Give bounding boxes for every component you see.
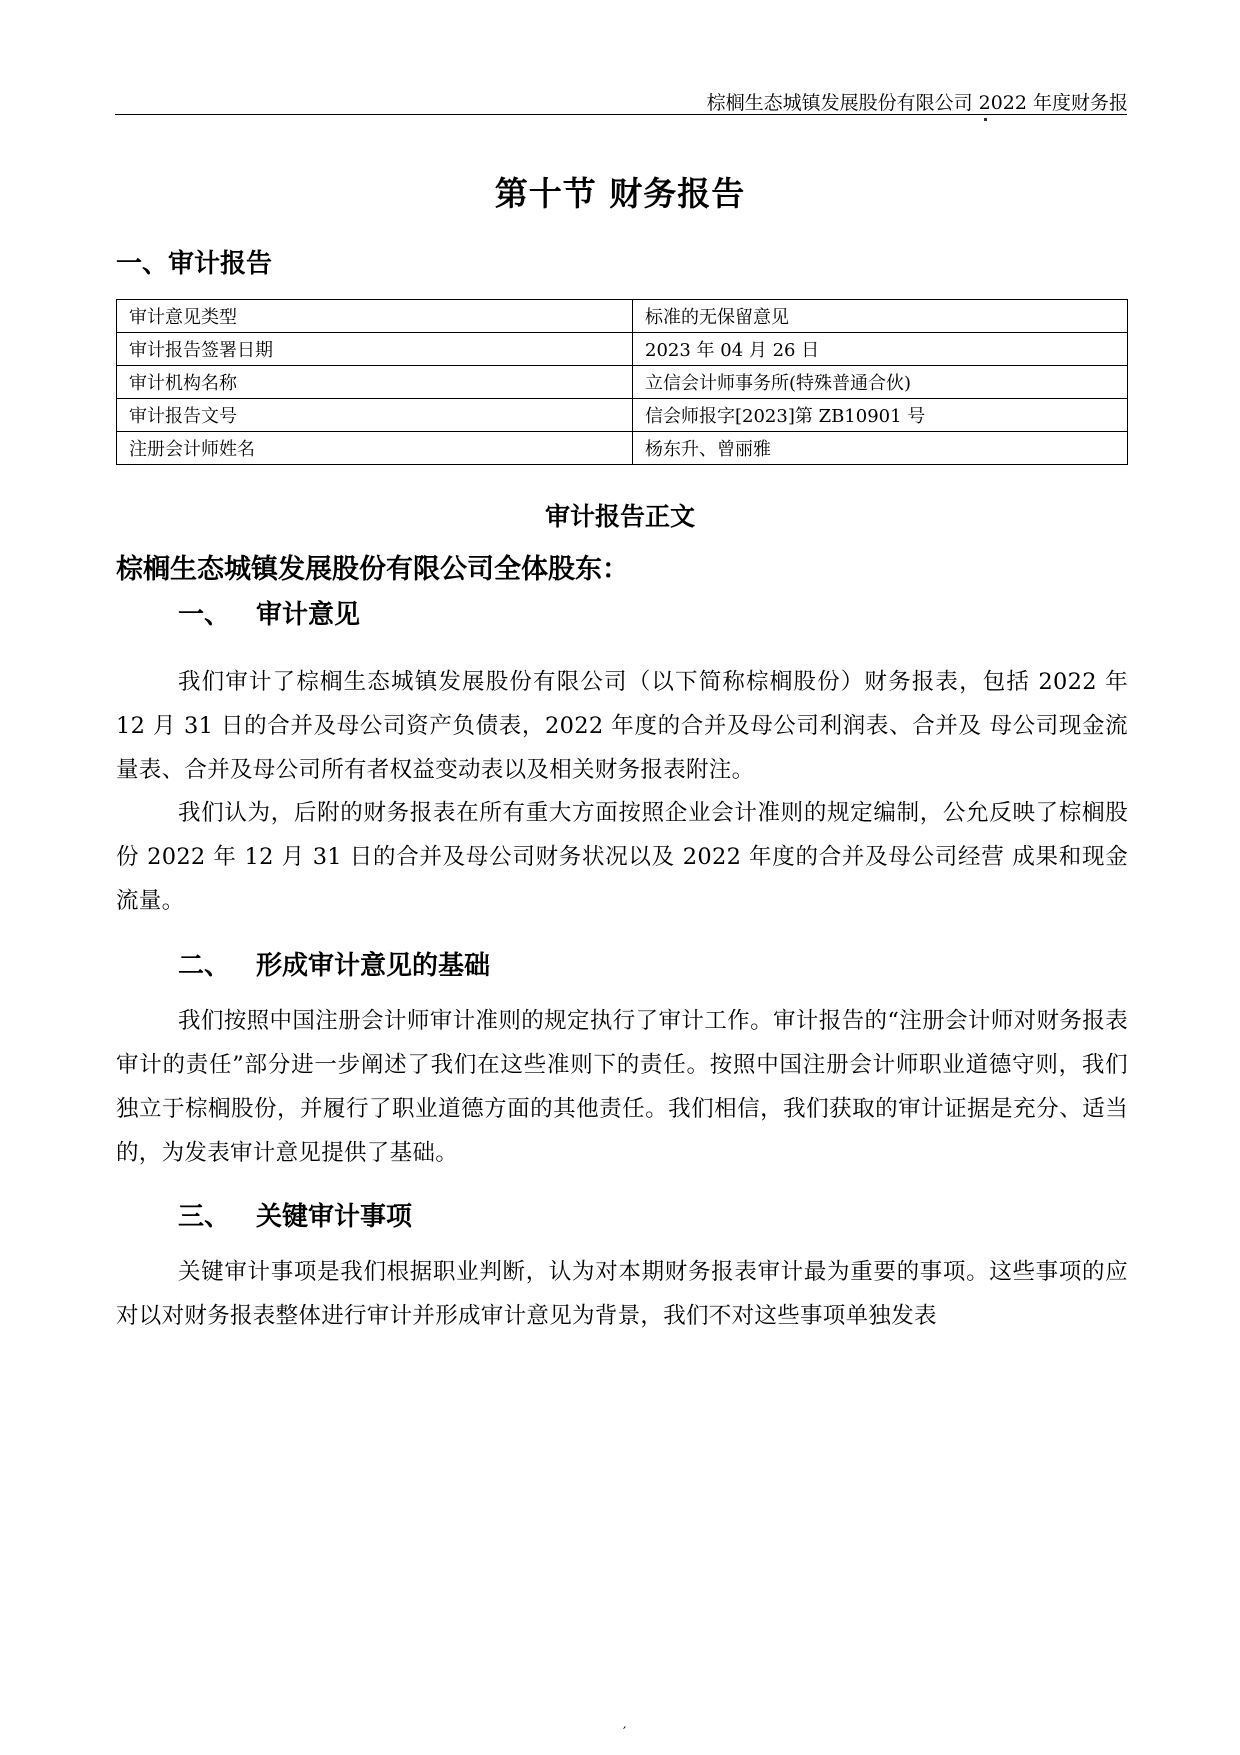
table-row (117, 366, 1128, 399)
section-number: 二、 (178, 951, 231, 981)
table-value-cell: 2023 年 04 月 26 日 (633, 333, 1128, 366)
table-row (117, 300, 1128, 333)
table-value-cell: 信会师报字[2023]第 ZB10901 号 (633, 399, 1128, 432)
table-label-cell: 审计报告文号 (117, 399, 633, 432)
table-label-cell: 审计意见类型 (117, 300, 633, 333)
audit-info-table (116, 299, 1128, 465)
table-row (117, 399, 1128, 432)
paragraph: 我们审计了棕榈生态城镇发展股份有限公司（以下简称棕榈股份）财务报表，包括 2022 年 12 月 31 日的合并及母公司资产负债表，2022 年度的合并及母公司利润表、合并及 母公司现金流量表、合并及母公司所有者权益变动表以及相关财务报表附注。 (116, 669, 1128, 783)
section-heading-text: 形成审计意见的基础 (256, 951, 491, 981)
header-mark (984, 118, 987, 121)
section-number: 三、 (178, 1202, 231, 1232)
table-label-cell: 注册会计师姓名 (117, 432, 633, 465)
section-heading-text: 审计意见 (256, 600, 361, 630)
section-heading-text: 关键审计事项 (256, 1202, 413, 1232)
footer-mark: ′ (623, 1725, 627, 1741)
section-heading-basis (178, 945, 490, 982)
paragraph: 关键审计事项是我们根据职业判断，认为对本期财务报表审计最为重要的事项。这些事项的应对以对财务报表整体进行审计并形成审计意见为背景，我们不对这些事项单独发表 (116, 1259, 1128, 1329)
table-row (117, 432, 1128, 465)
paragraph: 我们认为，后附的财务报表在所有重大方面按照企业会计准则的规定编制，公允反映了棕榈股份 2022 年 12 月 31 日的合并及母公司财务状况以及 2022 年度的合并及母公司经营 成果和现金流量。 (116, 800, 1128, 914)
section-number: 一、 (178, 600, 231, 630)
header-divider (115, 114, 1127, 115)
table-value-cell: 标准的无保留意见 (633, 300, 1128, 333)
table-value-cell: 杨东升、曾丽雅 (633, 432, 1128, 465)
addressee: 棕榈生态城镇发展股份有限公司全体股东： (116, 554, 629, 585)
report-body-title: 审计报告正文 (544, 502, 695, 531)
table-row (117, 333, 1128, 366)
section-heading-audit-opinion (178, 594, 360, 631)
audit-report-heading: 一、审计报告 (116, 249, 273, 279)
table-label-cell: 审计机构名称 (117, 366, 633, 399)
table-value-cell: 立信会计师事务所(特殊普通合伙) (633, 366, 1128, 399)
table-label-cell: 审计报告签署日期 (117, 333, 633, 366)
section-title: 第十节 财务报告 (494, 174, 746, 213)
paragraph: 我们按照中国注册会计师审计准则的规定执行了审计工作。审计报告的“注册会计师对财务报表审计的责任”部分进一步阐述了我们在这些准则下的责任。按照中国注册会计师职业道德守则，我们独立于棕榈股份，并履行了职业道德方面的其他责任。我们相信，我们获取的审计证据是充分、适当的，为发表审计意见提供了基础。 (116, 1008, 1128, 1166)
running-header: 棕榈生态城镇发展股份有限公司 2022 年度财务报 (706, 92, 1128, 114)
section-heading-key-matters (178, 1196, 412, 1233)
